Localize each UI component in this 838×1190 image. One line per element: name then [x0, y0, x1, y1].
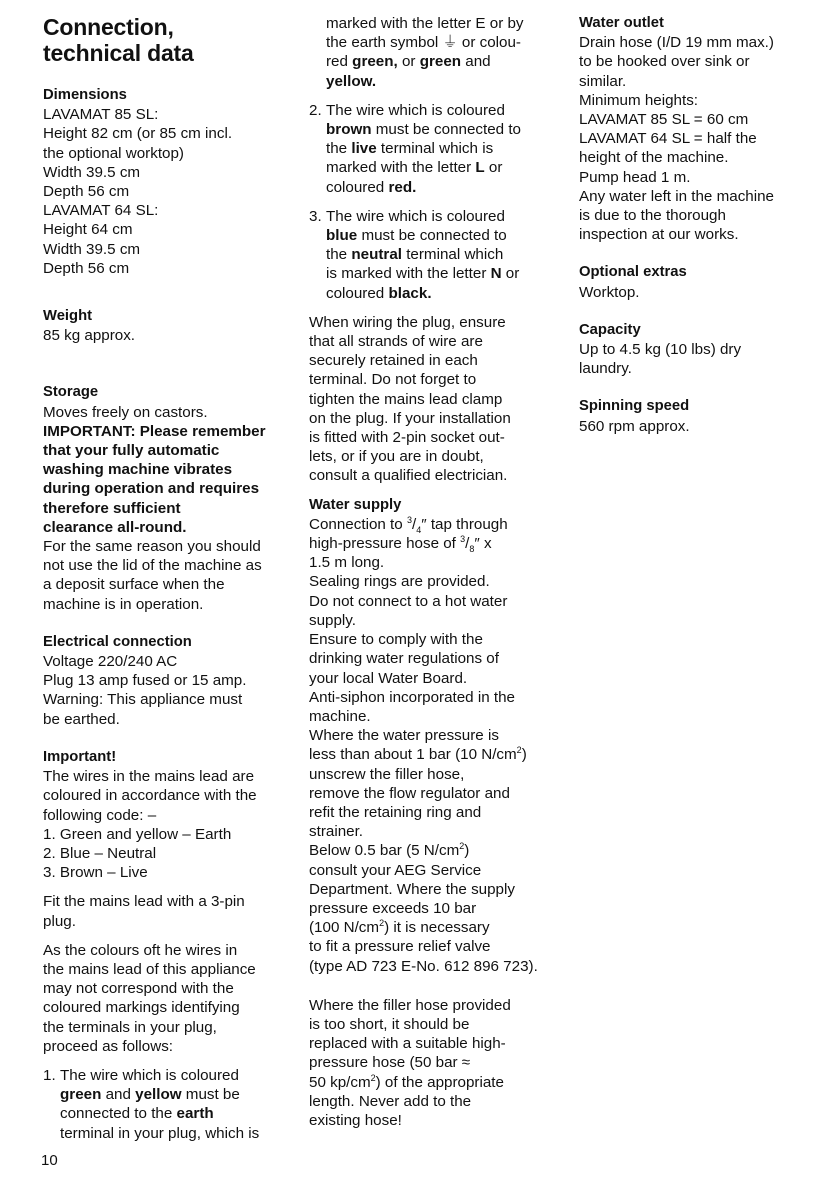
text-line: When wiring the plug, ensure — [309, 313, 506, 331]
column-left — [43, 14, 293, 1143]
text-line: is due to the thorough — [579, 207, 726, 225]
column-right — [579, 14, 819, 436]
text-line — [309, 515, 561, 534]
spinning-speed-section — [579, 397, 819, 435]
capacity-heading: Capacity — [579, 321, 641, 338]
bold-text: L — [475, 159, 485, 177]
text-line: terminal. Do not forget to — [309, 371, 477, 389]
text-line: Ensure to comply with the — [309, 631, 483, 649]
text-line: pressure exceeds 10 bar — [309, 899, 477, 917]
text-line: machine. — [309, 707, 371, 725]
text-line: the mains lead of this appliance — [43, 960, 256, 978]
text-line: coloured markings identifying — [43, 999, 240, 1017]
text-line: For the same reason you should — [43, 538, 261, 556]
important-line: therefore sufficient — [43, 499, 181, 517]
bold-text: live — [351, 140, 377, 158]
text: 50 kp/cm — [309, 1073, 371, 1091]
title-line: technical data — [43, 40, 194, 66]
text-line: your local Water Board. — [309, 669, 468, 687]
text-line: is too short, it should be — [309, 1015, 470, 1033]
text-line: Depth 56 cm — [43, 259, 130, 277]
text: marked with the letter — [326, 159, 476, 177]
text-line: strainer. — [309, 823, 364, 841]
text-line: Worktop. — [579, 283, 640, 301]
text-line: Height 64 cm — [43, 221, 133, 239]
text: or — [501, 265, 520, 283]
text-line: 1. Green and yellow – Earth — [43, 825, 232, 843]
weight-section — [43, 307, 293, 345]
text-line: on the plug. If your installation — [309, 409, 511, 427]
bold-text: N — [490, 265, 502, 283]
capacity-section — [579, 321, 819, 379]
text-line — [309, 745, 561, 764]
text-line: Height 82 cm (or 85 cm incl. — [43, 125, 233, 143]
text: or — [397, 53, 420, 71]
bold-text: yellow. — [326, 72, 377, 90]
electrical-section — [43, 633, 293, 729]
text-line: that all strands of wire are — [309, 333, 483, 351]
text-line — [326, 158, 561, 177]
text-line — [326, 120, 561, 139]
text-line — [326, 178, 561, 197]
text-line: The wire which is coloured — [326, 101, 505, 119]
bold-text: blue — [326, 227, 358, 245]
text-line: refit the retaining ring and — [309, 803, 482, 821]
text-line: Drain hose (I/D 19 mm max.) — [579, 34, 774, 52]
superscript: 2 — [459, 841, 465, 852]
text-line: Warning: This appliance must — [43, 691, 243, 709]
text: terminal which is — [376, 140, 494, 158]
text-line: not use the lid of the machine as — [43, 557, 262, 575]
text-line: The wires in the mains lead are — [43, 768, 255, 786]
text-line: securely retained in each — [309, 352, 478, 370]
list-item — [43, 1066, 293, 1143]
text-line — [326, 139, 561, 158]
text-line: Voltage 220/240 AC — [43, 653, 178, 671]
text: ″ tap through — [421, 515, 508, 533]
text-line: pressure hose (50 bar ≈ — [309, 1054, 471, 1072]
bold-text: green — [419, 53, 462, 71]
bold-text: green, — [352, 53, 398, 71]
text: coloured — [326, 284, 389, 302]
text-line: consult your AEG Service — [309, 861, 482, 879]
fraction-numerator: 3 — [460, 534, 466, 545]
title-line: Connection, — [43, 14, 174, 40]
text-line: Do not connect to a hot water — [309, 592, 508, 610]
text-line: Department. Where the supply — [309, 880, 515, 898]
text: the — [326, 246, 352, 264]
text-line: LAVAMAT 85 SL = 60 cm — [579, 111, 749, 129]
wiring-paragraph — [309, 313, 561, 486]
fraction-denominator: 4 — [416, 524, 422, 535]
text-line: the terminals in your plug, — [43, 1018, 217, 1036]
text-line: Anti-siphon incorporated in the — [309, 688, 516, 706]
important-line: that your fully automatic — [43, 442, 220, 460]
list-item — [309, 101, 561, 197]
text-line: remove the flow regulator and — [309, 784, 510, 802]
dimensions-heading: Dimensions — [43, 87, 127, 103]
text: (100 N/cm — [309, 919, 380, 937]
text-line: machine is in operation. — [43, 595, 204, 613]
text-line: existing hose! — [309, 1111, 402, 1129]
column-middle — [309, 14, 561, 1130]
text: and — [461, 53, 491, 71]
text-line: supply. — [309, 611, 356, 629]
fraction-slash: / — [465, 535, 470, 553]
text-line: marked with the letter E or by — [326, 15, 524, 32]
text-line: LAVAMAT 85 SL: — [43, 106, 159, 124]
bold-text: black. — [388, 284, 432, 302]
fraction-numerator: 3 — [406, 514, 412, 525]
storage-heading: Storage — [43, 384, 99, 401]
bold-text: brown — [326, 121, 372, 139]
text-line: 1.5 m long. — [309, 554, 385, 572]
text-line — [326, 52, 561, 71]
text-line: replaced with a suitable high- — [309, 1035, 506, 1053]
superscript: 2 — [516, 745, 522, 756]
text-line — [309, 534, 561, 553]
bold-text: green — [60, 1086, 102, 1104]
bold-text: neutral — [351, 246, 402, 264]
list-item — [309, 207, 561, 303]
text-line: proceed as follows: — [43, 1037, 174, 1055]
important-line: IMPORTANT: Please remember — [43, 422, 266, 440]
text-line: LAVAMAT 64 SL = half the — [579, 130, 757, 148]
text-line: Any water left in the machine — [579, 187, 775, 205]
text-line: length. Never add to the — [309, 1092, 472, 1110]
text: coloured — [326, 178, 389, 196]
important-heading: Important! — [43, 748, 117, 765]
text-line: a deposit surface when the — [43, 576, 225, 594]
text-line: Where the water pressure is — [309, 727, 499, 745]
text-line: Pump head 1 m. — [579, 168, 691, 186]
list-number: 2. — [309, 101, 322, 119]
text-line: may not correspond with the — [43, 980, 234, 998]
important-line: clearance all-round. — [43, 518, 187, 536]
text-line: plug. — [43, 912, 76, 930]
page-number: 10 — [41, 1152, 58, 1169]
page-title — [43, 14, 293, 66]
text: must be connected to — [371, 121, 521, 139]
text: must be — [181, 1086, 240, 1104]
text: connected to the — [60, 1105, 177, 1123]
fraction-slash: / — [411, 515, 417, 533]
important-section — [43, 748, 293, 1143]
text-line: lets, or if you are in doubt, — [309, 448, 484, 466]
list-number: 1. — [43, 1066, 56, 1084]
text-line: 560 rpm approx. — [579, 417, 690, 435]
text-line: to fit a pressure relief valve — [309, 938, 491, 956]
text: and — [101, 1086, 136, 1104]
optional-extras-section — [579, 263, 819, 301]
text-line: (type AD 723 E-No. 612 896 723). — [309, 957, 538, 975]
text-line: terminal in your plug, which is — [60, 1124, 260, 1142]
spinning-speed-heading: Spinning speed — [579, 398, 690, 415]
list-item-continued — [309, 14, 561, 91]
text: ″ x — [474, 535, 492, 553]
text-line — [60, 1104, 293, 1123]
text-line: is fitted with 2-pin socket out- — [309, 429, 505, 447]
text-line: The wire which is coloured — [60, 1066, 239, 1084]
superscript: 2 — [370, 1072, 376, 1083]
text-line: Minimum heights: — [579, 91, 699, 109]
text-line: Plug 13 amp fused or 15 amp. — [43, 672, 247, 690]
text-line: to be hooked over sink or — [579, 53, 750, 71]
important-line: during operation and requires — [43, 480, 260, 498]
text-line: consult a qualified electrician. — [309, 467, 508, 485]
text-line: unscrew the filler hose, — [309, 765, 465, 783]
bold-text: earth — [176, 1105, 214, 1123]
optional-extras-heading: Optional extras — [579, 264, 687, 281]
text-line: inspection at our works. — [579, 226, 739, 244]
text-line: be earthed. — [43, 710, 120, 728]
text: red — [326, 53, 353, 71]
water-supply-heading: Water supply — [309, 496, 402, 513]
text: ) — [521, 746, 527, 764]
storage-section — [43, 383, 293, 613]
water-outlet-heading: Water outlet — [579, 15, 664, 31]
text-line — [309, 1073, 561, 1092]
list-number: 3. — [309, 207, 322, 225]
text-line: As the colours oft he wires in — [43, 941, 238, 959]
text-line — [326, 245, 561, 264]
text: Below 0.5 bar (5 N/cm — [309, 842, 460, 860]
water-outlet-section — [579, 14, 819, 244]
text-line: height of the machine. — [579, 149, 729, 167]
text: the — [326, 140, 352, 158]
dimensions-section — [43, 86, 293, 278]
text: Connection to — [309, 515, 407, 533]
water-supply-section — [309, 496, 561, 1131]
text-line: Width 39.5 cm — [43, 163, 141, 181]
text: or — [484, 159, 503, 177]
electrical-heading: Electrical connection — [43, 633, 192, 650]
text-line: Where the filler hose provided — [309, 996, 511, 1014]
text-line: Up to 4.5 kg (10 lbs) dry — [579, 341, 742, 359]
text-line: Fit the mains lead with a 3-pin — [43, 893, 245, 911]
bold-text: yellow — [135, 1086, 182, 1104]
text: less than about 1 bar (10 N/cm — [309, 746, 517, 764]
text-line: Width 39.5 cm — [43, 240, 141, 258]
text-line: similar. — [579, 72, 627, 90]
text-line: LAVAMAT 64 SL: — [43, 202, 159, 220]
text-line: Moves freely on castors. — [43, 403, 208, 421]
text: high-pressure hose of — [309, 535, 461, 553]
text-line: tighten the mains lead clamp — [309, 390, 503, 408]
text: ) it is necessary — [384, 919, 490, 937]
text-line — [326, 284, 561, 303]
text-line — [326, 226, 561, 245]
fraction-denominator: 8 — [469, 544, 475, 555]
text-line — [309, 918, 561, 937]
text: must be connected to — [357, 227, 507, 245]
text: terminal which — [401, 246, 504, 264]
text-line: 85 kg approx. — [43, 327, 136, 345]
text-line: the optional worktop) — [43, 144, 184, 162]
text-line: 2. Blue – Neutral — [43, 844, 157, 862]
text-line: drinking water regulations of — [309, 650, 499, 668]
text: ) — [464, 842, 470, 860]
text: ) of the appropriate — [375, 1073, 504, 1091]
text-line: the earth symbol ⏚ or colou- — [326, 34, 521, 52]
text-line: following code: – — [43, 806, 157, 824]
text-line: Depth 56 cm — [43, 183, 130, 201]
text-line: The wire which is coloured — [326, 207, 505, 225]
text-line — [326, 264, 561, 283]
bold-text: red. — [388, 178, 417, 196]
text-line: coloured in accordance with the — [43, 787, 257, 805]
text-line: 3. Brown – Live — [43, 864, 148, 882]
text-line: Sealing rings are provided. — [309, 573, 490, 591]
weight-heading: Weight — [43, 308, 93, 325]
text-line — [60, 1085, 293, 1104]
text-line: laundry. — [579, 360, 632, 378]
text-line — [309, 841, 561, 860]
important-line: washing machine vibrates — [43, 461, 233, 479]
text: is marked with the letter — [326, 265, 491, 283]
superscript: 2 — [379, 918, 385, 929]
